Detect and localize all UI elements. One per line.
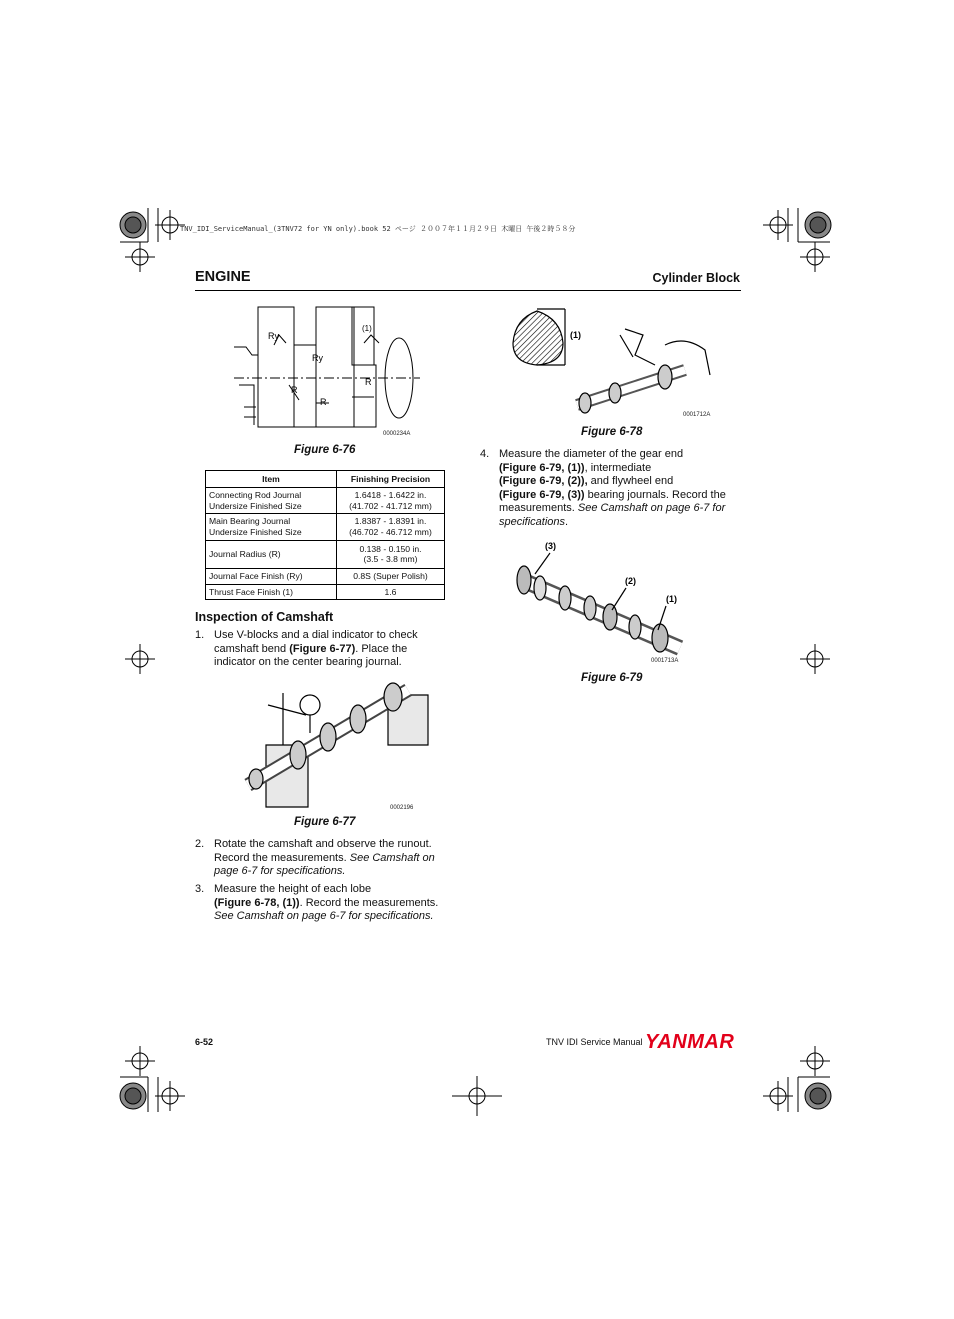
figure-6-79-camshaft-journals-drawing (510, 538, 690, 658)
figure-6-76-crankshaft-drawing (234, 305, 420, 440)
table-cell-item: Main Bearing Journal Undersize Finished Size (206, 514, 337, 540)
figure-6-78-lobe-measure-drawing (505, 305, 715, 420)
step-3: 3. Measure the height of each lobe (Figure 6-78, (1)). Record the measurements. See Camshaft on page 6-7 for specifications. (195, 883, 439, 922)
table-cell-item: Journal Radius (R) (206, 540, 337, 568)
table-row (206, 514, 445, 540)
table-row (206, 568, 445, 584)
fig76-label-1: (1) (362, 324, 372, 333)
fig79-label-3: (3) (545, 541, 556, 551)
table-header-precision: Finishing Precision (337, 471, 445, 488)
table-cell-value: 1.6418 - 1.6422 in. (41.702 - 41.712 mm) (337, 488, 445, 514)
print-stamp: TNV_IDI_ServiceManual_(3TNV72 for YN only).book 52 ページ ２００７年１１月２９日 木曜日 午後２時５８分 (180, 225, 576, 233)
step-2: 2. Rotate the camshaft and observe the runout. Record the measurements. See Camshaft on page 6-7 for specifications. (195, 838, 435, 877)
fig76-label-r1: R (291, 385, 298, 395)
section-title: ENGINE (195, 269, 251, 285)
page-number: 6-52 (195, 1037, 214, 1047)
yanmar-logo (645, 1030, 743, 1052)
table-cell-item: Thrust Face Finish (1) (206, 584, 337, 600)
yanmar-logo-text: YANMAR (645, 1031, 735, 1052)
fig78-caption: Figure 6-78 (581, 426, 643, 438)
fig79-label-2: (2) (625, 576, 636, 586)
fig77-caption: Figure 6-77 (294, 816, 356, 828)
table-cell-value: 1.8387 - 1.8391 in. (46.702 - 46.712 mm) (337, 514, 445, 540)
manual-title: TNV IDI Service Manual (546, 1037, 643, 1047)
finishing-precision-table (205, 470, 445, 600)
header-rule (195, 290, 741, 291)
subsection-title: Cylinder Block (652, 271, 740, 285)
table-header-item: Item (206, 471, 337, 488)
table-header-row (206, 471, 445, 488)
fig79-code: 0001713A (651, 658, 679, 664)
table-row (206, 584, 445, 600)
fig79-caption: Figure 6-79 (581, 672, 643, 684)
fig76-caption: Figure 6-76 (294, 444, 356, 456)
section-heading: Inspection of Camshaft (195, 610, 334, 624)
fig78-label-1: (1) (570, 330, 581, 340)
table-cell-value: 1.6 (337, 584, 445, 600)
fig79-label-1: (1) (666, 594, 677, 604)
table-cell-item: Journal Face Finish (Ry) (206, 568, 337, 584)
fig76-label-r3: R (365, 377, 372, 387)
table-row (206, 540, 445, 568)
table-cell-value: 0.138 - 0.150 in. (3.5 - 3.8 mm) (337, 540, 445, 568)
table-row (206, 488, 445, 514)
table-cell-item: Connecting Rod Journal Undersize Finished Size (206, 488, 337, 514)
fig77-code: 0002196 (390, 805, 414, 811)
step-4: 4. Measure the diameter of the gear end (Figure 6-79, (1)), intermediate (Figure 6-79, (2)), and flywheel end (Figure 6-79, (3)) bearing journals. Record the measurements. See Camshaft on page 6-7 for specifications. (480, 448, 726, 528)
fig76-label-ry2: Ry (312, 353, 323, 363)
table-cell-value: 0.8S (Super Polish) (337, 568, 445, 584)
fig76-code: 0000234A (383, 431, 411, 437)
fig76-label-ry1: Ry (268, 331, 279, 341)
fig76-label-r2: R (320, 397, 327, 407)
figure-6-77-camshaft-vblocks-drawing (238, 675, 430, 815)
step-1: 1. Use V-blocks and a dial indicator to check camshaft bend (Figure 6-77). Place the indicator on the center bearing journal. (195, 629, 418, 668)
fig78-code: 0001712A (683, 412, 711, 418)
